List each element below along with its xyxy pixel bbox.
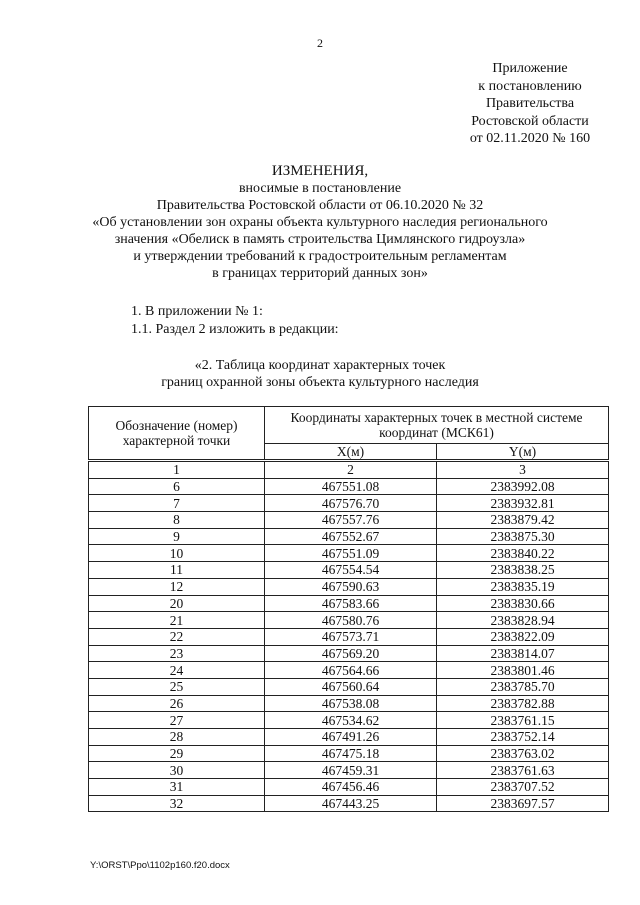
point-number: 21 <box>89 612 265 629</box>
column-number: 2 <box>265 461 437 479</box>
point-number: 31 <box>89 779 265 796</box>
point-number: 24 <box>89 662 265 679</box>
x-coordinate: 467554.54 <box>265 562 437 579</box>
point-number: 7 <box>89 495 265 512</box>
header-y: Y(м) <box>437 444 609 461</box>
point-number: 29 <box>89 745 265 762</box>
header-coordinates: Координаты характерных точек в местной системе координат (МСК61) <box>265 407 609 444</box>
x-coordinate: 467557.76 <box>265 512 437 529</box>
title-line: и утверждении требований к градостроительным регламентам <box>133 249 507 264</box>
point-number: 6 <box>89 478 265 495</box>
y-coordinate: 2383822.09 <box>437 628 609 645</box>
table-row <box>89 795 609 812</box>
point-number: 8 <box>89 512 265 529</box>
amendment-item: 1. В приложении № 1: <box>131 304 263 319</box>
table-title-line: «2. Таблица координат характерных точек <box>194 358 446 373</box>
x-coordinate: 467573.71 <box>265 628 437 645</box>
x-coordinate: 467491.26 <box>265 729 437 746</box>
x-coordinate: 467590.63 <box>265 578 437 595</box>
appendix-line: от 02.11.2020 № 160 <box>469 131 591 146</box>
y-coordinate: 2383828.94 <box>437 612 609 629</box>
title-line: в границах территорий данных зон» <box>212 266 428 281</box>
table-row <box>89 595 609 612</box>
point-number: 10 <box>89 545 265 562</box>
point-number: 20 <box>89 595 265 612</box>
point-number: 28 <box>89 729 265 746</box>
y-coordinate: 2383801.46 <box>437 662 609 679</box>
table-row <box>89 545 609 562</box>
table-row <box>89 645 609 662</box>
y-coordinate: 2383785.70 <box>437 678 609 695</box>
table-row <box>89 512 609 529</box>
table-row <box>89 612 609 629</box>
x-coordinate: 467569.20 <box>265 645 437 662</box>
y-coordinate: 2383830.66 <box>437 595 609 612</box>
y-coordinate: 2383697.57 <box>437 795 609 812</box>
y-coordinate: 2383835.19 <box>437 578 609 595</box>
x-coordinate: 467564.66 <box>265 662 437 679</box>
x-coordinate: 467443.25 <box>265 795 437 812</box>
x-coordinate: 467560.64 <box>265 678 437 695</box>
table-row <box>89 662 609 679</box>
x-coordinate: 467459.31 <box>265 762 437 779</box>
table-row <box>89 678 609 695</box>
y-coordinate: 2383932.81 <box>437 495 609 512</box>
document-title <box>40 163 600 282</box>
table-row <box>89 562 609 579</box>
point-number: 30 <box>89 762 265 779</box>
header-point-designation: Обозначение (номер) характерной точки <box>89 407 265 461</box>
column-number: 1 <box>89 461 265 479</box>
x-coordinate: 467534.62 <box>265 712 437 729</box>
point-number: 27 <box>89 712 265 729</box>
x-coordinate: 467456.46 <box>265 779 437 796</box>
appendix-block <box>440 60 620 148</box>
y-coordinate: 2383992.08 <box>437 478 609 495</box>
x-coordinate: 467576.70 <box>265 495 437 512</box>
y-coordinate: 2383707.52 <box>437 779 609 796</box>
x-coordinate: 467580.76 <box>265 612 437 629</box>
file-path-footer: Y:\ORST\Ppo\1102p160.f20.docx <box>90 860 230 871</box>
column-number-row <box>89 461 609 479</box>
point-number: 26 <box>89 695 265 712</box>
table-row <box>89 745 609 762</box>
x-coordinate: 467551.08 <box>265 478 437 495</box>
appendix-line: к постановлению <box>478 78 582 94</box>
amendment-items <box>131 303 339 339</box>
table-row <box>89 528 609 545</box>
x-coordinate: 467552.67 <box>265 528 437 545</box>
y-coordinate: 2383838.25 <box>437 562 609 579</box>
y-coordinate: 2383840.22 <box>437 545 609 562</box>
header-x: X(м) <box>265 444 437 461</box>
table-row <box>89 628 609 645</box>
point-number: 22 <box>89 628 265 645</box>
table-row <box>89 695 609 712</box>
table-row <box>89 712 609 729</box>
y-coordinate: 2383761.15 <box>437 712 609 729</box>
point-number: 12 <box>89 578 265 595</box>
table-row <box>89 762 609 779</box>
point-number: 25 <box>89 678 265 695</box>
table-row <box>89 578 609 595</box>
title-line: Правительства Ростовской области от 06.10.2020 № 32 <box>156 198 484 213</box>
y-coordinate: 2383814.07 <box>437 645 609 662</box>
y-coordinate: 2383875.30 <box>437 528 609 545</box>
appendix-line: Правительства <box>485 96 575 111</box>
point-number: 11 <box>89 562 265 579</box>
y-coordinate: 2383761.63 <box>437 762 609 779</box>
title-main: ИЗМЕНЕНИЯ, <box>271 163 369 179</box>
table-title <box>40 357 600 391</box>
table-title-line: границ охранной зоны объекта культурного наследия <box>161 375 479 390</box>
point-number: 32 <box>89 795 265 812</box>
table-row <box>89 495 609 512</box>
table-row <box>89 779 609 796</box>
title-line: вносимые в постановление <box>238 181 402 196</box>
point-number: 9 <box>89 528 265 545</box>
y-coordinate: 2383763.02 <box>437 745 609 762</box>
y-coordinate: 2383752.14 <box>437 729 609 746</box>
appendix-line: Ростовской области <box>471 113 589 129</box>
coordinates-table <box>88 406 609 812</box>
appendix-line: Приложение <box>492 61 568 76</box>
x-coordinate: 467475.18 <box>265 745 437 762</box>
x-coordinate: 467583.66 <box>265 595 437 612</box>
column-number: 3 <box>437 461 609 479</box>
title-line: «Об установлении зон охраны объекта культурного наследия регионального <box>92 215 548 230</box>
point-number: 23 <box>89 645 265 662</box>
amendment-item: 1.1. Раздел 2 изложить в редакции: <box>131 322 339 337</box>
page-number: 2 <box>317 36 323 50</box>
table-row <box>89 729 609 746</box>
x-coordinate: 467538.08 <box>265 695 437 712</box>
x-coordinate: 467551.09 <box>265 545 437 562</box>
y-coordinate: 2383782.88 <box>437 695 609 712</box>
table-row <box>89 478 609 495</box>
y-coordinate: 2383879.42 <box>437 512 609 529</box>
title-line: значения «Обелиск в память строительства Цимлянского гидроузла» <box>114 232 526 247</box>
